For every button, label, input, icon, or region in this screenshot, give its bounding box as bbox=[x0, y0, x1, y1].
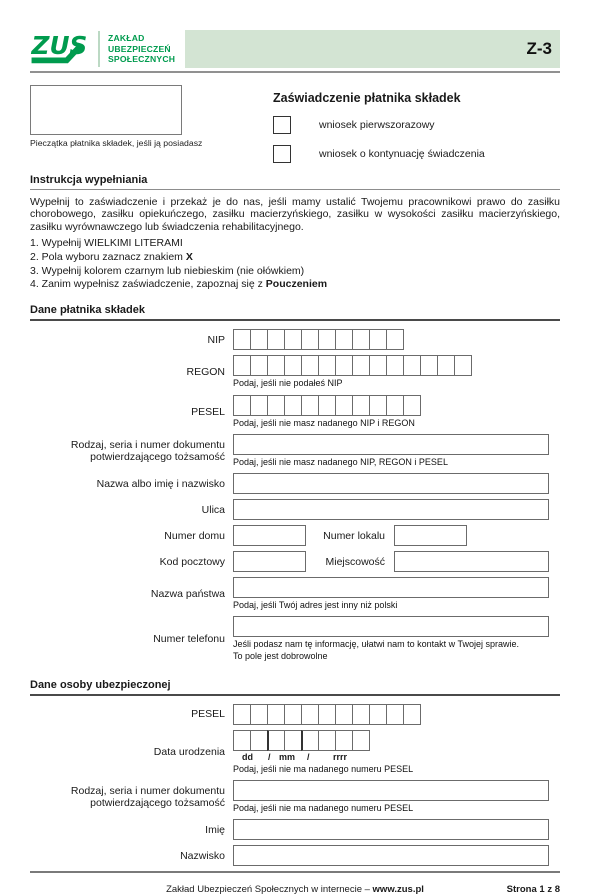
checkbox-label: wniosek pierwszorazowy bbox=[319, 119, 435, 131]
instructions-list bbox=[30, 237, 560, 292]
char-cell[interactable] bbox=[250, 730, 268, 751]
continuation-checkbox[interactable] bbox=[273, 145, 291, 163]
field-label-first-name: Imię bbox=[205, 823, 225, 836]
field-row-street bbox=[30, 499, 560, 520]
char-cell[interactable] bbox=[437, 355, 455, 376]
field-label-city: Miejscowość bbox=[325, 555, 385, 568]
char-cell[interactable] bbox=[233, 395, 251, 416]
char-cell[interactable] bbox=[318, 704, 336, 725]
date-format-rrrr: rrrr bbox=[333, 751, 348, 762]
char-cell[interactable] bbox=[250, 704, 268, 725]
stamp-column bbox=[30, 85, 273, 163]
char-cell[interactable] bbox=[301, 704, 319, 725]
field-row-document bbox=[30, 434, 560, 468]
org-name bbox=[108, 33, 175, 65]
stamp-box bbox=[30, 85, 182, 135]
instruction-item bbox=[30, 251, 560, 265]
char-cell[interactable] bbox=[301, 355, 319, 376]
field-hint: Podaj, jeśli nie ma nadanego numeru PESEL bbox=[233, 763, 414, 774]
char-cell[interactable] bbox=[267, 355, 285, 376]
date-format-labels bbox=[233, 751, 383, 762]
field-hint: Podaj, jeśli nie podałeś NIP bbox=[233, 378, 343, 389]
field-row-country bbox=[30, 577, 560, 611]
char-cell[interactable] bbox=[267, 704, 285, 725]
field-row-first-name bbox=[30, 819, 560, 840]
stamp-caption: Pieczątka płatnika składek, jeśli ją posiadasz bbox=[30, 138, 203, 148]
field-row-birth-date bbox=[30, 730, 560, 775]
payer-data-section bbox=[30, 304, 560, 667]
field-hint: Podaj, jeśli nie masz nadanego NIP, REGON i PESEL bbox=[233, 456, 448, 467]
field-label-nip: NIP bbox=[207, 333, 225, 346]
field-label-apartment-number: Numer lokalu bbox=[323, 529, 385, 542]
page-title: Zaświadczenie płatnika składek bbox=[273, 91, 461, 105]
char-cell[interactable] bbox=[301, 730, 319, 751]
char-cell[interactable] bbox=[352, 395, 370, 416]
char-cell[interactable] bbox=[233, 704, 251, 725]
checkbox-row-continuation bbox=[273, 145, 560, 163]
field-label-house-number: Numer domu bbox=[164, 529, 225, 542]
insured-pesel-input-cells[interactable] bbox=[233, 704, 560, 725]
char-cell[interactable] bbox=[335, 730, 353, 751]
title-column bbox=[273, 85, 560, 163]
apartment-number-input[interactable] bbox=[394, 525, 467, 546]
char-cell[interactable] bbox=[335, 704, 353, 725]
first-name-input[interactable] bbox=[233, 819, 549, 840]
char-cell[interactable] bbox=[352, 730, 370, 751]
phone-input[interactable] bbox=[233, 616, 549, 637]
char-cell[interactable] bbox=[386, 704, 404, 725]
field-label-postal-code: Kod pocztowy bbox=[159, 555, 225, 568]
char-cell[interactable] bbox=[250, 355, 268, 376]
regon-input-cells[interactable] bbox=[233, 355, 560, 376]
instruction-item bbox=[30, 278, 560, 292]
org-line: SPOŁECZNYCH bbox=[108, 54, 176, 65]
field-row-name bbox=[30, 473, 560, 494]
date-format-dd: dd bbox=[242, 751, 253, 762]
document-input[interactable] bbox=[233, 434, 549, 455]
char-cell[interactable] bbox=[420, 355, 438, 376]
footer-rule bbox=[30, 871, 560, 873]
footer-url: www.zus.pl bbox=[372, 884, 424, 895]
date-format-slash: / bbox=[307, 751, 310, 762]
char-cell[interactable] bbox=[233, 355, 251, 376]
field-label-pesel: PESEL bbox=[191, 405, 225, 418]
field-row-regon bbox=[30, 355, 560, 389]
char-cell[interactable] bbox=[403, 355, 421, 376]
field-row-insured-document bbox=[30, 780, 560, 814]
city-input[interactable] bbox=[394, 551, 549, 572]
char-cell[interactable] bbox=[335, 329, 353, 350]
zus-logo-text: ZUS bbox=[31, 30, 88, 60]
char-cell[interactable] bbox=[335, 355, 353, 376]
char-cell[interactable] bbox=[352, 704, 370, 725]
nip-input-cells[interactable] bbox=[233, 329, 560, 350]
date-format-mm: mm bbox=[279, 751, 296, 762]
footer-text: Zakład Ubezpieczeń Społecznych w internecie – bbox=[166, 884, 373, 895]
field-hint: Podaj, jeśli nie ma nadanego numeru PESEL bbox=[233, 803, 414, 814]
char-cell[interactable] bbox=[386, 355, 404, 376]
char-cell[interactable] bbox=[318, 355, 336, 376]
instructions-intro: Wypełnij to zaświadczenie i przekaż je do nas, jeśli mamy ustalić Twojemu pracownikowi prawo do zasiłku chorobowego, zasiłku opiekuńczego, zasiłku macierzyńskiego, zasiłku w wysokości zasiłku macierzyńskiego, zasiłku wyrównawczego lub świadczenia rehabilitacyjnego. bbox=[30, 196, 560, 233]
char-cell[interactable] bbox=[301, 329, 319, 350]
field-row-nip bbox=[30, 329, 560, 350]
char-cell[interactable] bbox=[284, 730, 302, 751]
field-hint-line: Jeśli podasz nam tę informację, ułatwi nam to kontakt w Twojej sprawie. bbox=[233, 639, 519, 650]
house-number-input[interactable] bbox=[233, 525, 306, 546]
instruction-bold: Pouczeniem bbox=[265, 278, 328, 291]
char-cell[interactable] bbox=[267, 329, 285, 350]
char-cell[interactable] bbox=[454, 355, 472, 376]
header-rule bbox=[30, 71, 560, 73]
char-cell[interactable] bbox=[369, 355, 387, 376]
org-line: ZAKŁAD bbox=[108, 32, 145, 43]
instruction-bold: X bbox=[185, 250, 193, 263]
char-cell[interactable] bbox=[386, 395, 404, 416]
field-row-insured-pesel bbox=[30, 704, 560, 725]
date-format-slash: / bbox=[268, 751, 271, 762]
char-cell[interactable] bbox=[386, 329, 404, 350]
char-cell[interactable] bbox=[335, 395, 353, 416]
field-label-insured-pesel: PESEL bbox=[191, 708, 225, 721]
street-input[interactable] bbox=[233, 499, 549, 520]
instruction-text: 2. Pola wyboru zaznacz znakiem bbox=[30, 250, 186, 263]
field-label-phone: Numer telefonu bbox=[153, 633, 225, 645]
checkbox-row-first-time bbox=[273, 116, 560, 134]
zus-logo-icon bbox=[30, 30, 92, 68]
insured-section-heading: Dane osoby ubezpieczonej bbox=[30, 679, 560, 696]
instructions-heading: Instrukcja wypełniania bbox=[30, 174, 560, 190]
char-cell[interactable] bbox=[318, 395, 336, 416]
char-cell[interactable] bbox=[352, 329, 370, 350]
header bbox=[30, 30, 560, 68]
instruction-text: 4. Zanim wypełnisz zaświadczenie, zapoznaj się z bbox=[30, 278, 266, 291]
field-row-phone bbox=[30, 616, 560, 662]
char-cell[interactable] bbox=[352, 355, 370, 376]
field-label-country: Nazwa państwa bbox=[150, 588, 225, 601]
char-cell[interactable] bbox=[369, 704, 387, 725]
org-line: UBEZPIECZEŃ bbox=[108, 43, 171, 54]
field-label-last-name: Nazwisko bbox=[180, 849, 225, 862]
char-cell[interactable] bbox=[403, 395, 421, 416]
field-row-last-name bbox=[30, 845, 560, 866]
char-cell[interactable] bbox=[233, 329, 251, 350]
logo-divider bbox=[98, 31, 100, 67]
char-cell[interactable] bbox=[250, 395, 268, 416]
footer bbox=[30, 871, 560, 895]
zus-logo-block bbox=[30, 30, 185, 68]
field-label-birth-date: Data urodzenia bbox=[153, 746, 225, 759]
checkbox-label: wniosek o kontynuację świadczenia bbox=[319, 148, 485, 160]
field-label-name: Nazwa albo imię i nazwisko bbox=[96, 477, 225, 490]
insured-document-input[interactable] bbox=[233, 780, 549, 801]
char-cell[interactable] bbox=[284, 355, 302, 376]
char-cell[interactable] bbox=[267, 395, 285, 416]
form-code: Z-3 bbox=[526, 39, 552, 58]
insured-data-section bbox=[30, 679, 560, 872]
char-cell[interactable] bbox=[250, 329, 268, 350]
name-input[interactable] bbox=[233, 473, 549, 494]
field-label-street: Ulica bbox=[201, 503, 225, 516]
field-label-document: Rodzaj, seria i numer dokumentu potwierdzającego tożsamość bbox=[70, 438, 225, 463]
field-hint-line: To pole jest dobrowolne bbox=[233, 650, 328, 661]
char-cell[interactable] bbox=[318, 730, 336, 751]
pesel-input-cells[interactable] bbox=[233, 395, 560, 416]
char-cell[interactable] bbox=[369, 329, 387, 350]
postal-code-input[interactable] bbox=[233, 551, 306, 572]
field-hint: Podaj, jeśli nie masz nadanego NIP i REGON bbox=[233, 417, 415, 428]
payer-section-heading: Dane płatnika składek bbox=[30, 304, 560, 321]
field-label-regon: REGON bbox=[186, 366, 225, 379]
char-cell[interactable] bbox=[403, 704, 421, 725]
char-cell[interactable] bbox=[284, 395, 302, 416]
first-time-checkbox[interactable] bbox=[273, 116, 291, 134]
char-cell[interactable] bbox=[369, 395, 387, 416]
last-name-input[interactable] bbox=[233, 845, 549, 866]
char-cell[interactable] bbox=[318, 329, 336, 350]
char-cell[interactable] bbox=[301, 395, 319, 416]
char-cell[interactable] bbox=[233, 730, 251, 751]
field-row-house-number bbox=[30, 525, 560, 546]
footer-center-text bbox=[166, 884, 424, 895]
form-code-band bbox=[185, 30, 560, 68]
char-cell[interactable] bbox=[267, 730, 285, 751]
instruction-item: 3. Wypełnij kolorem czarnym lub niebieskim (nie ołówkiem) bbox=[30, 264, 305, 277]
char-cell[interactable] bbox=[284, 329, 302, 350]
field-row-pesel bbox=[30, 395, 560, 429]
country-input[interactable] bbox=[233, 577, 549, 598]
stamp-title-block bbox=[30, 85, 560, 163]
instruction-item: 1. Wypełnij WIELKIMI LITERAMI bbox=[30, 236, 183, 249]
footer-text-row bbox=[30, 884, 560, 895]
field-row-postal-code bbox=[30, 551, 560, 572]
field-hint bbox=[233, 639, 560, 662]
page-number: Strona 1 z 8 bbox=[506, 884, 560, 895]
field-label-insured-document: Rodzaj, seria i numer dokumentu potwierdzającego tożsamość bbox=[70, 785, 225, 810]
birth-date-input-cells[interactable] bbox=[233, 730, 560, 751]
char-cell[interactable] bbox=[284, 704, 302, 725]
field-hint: Podaj, jeśli Twój adres jest inny niż polski bbox=[233, 600, 398, 611]
instructions-section bbox=[30, 174, 560, 292]
